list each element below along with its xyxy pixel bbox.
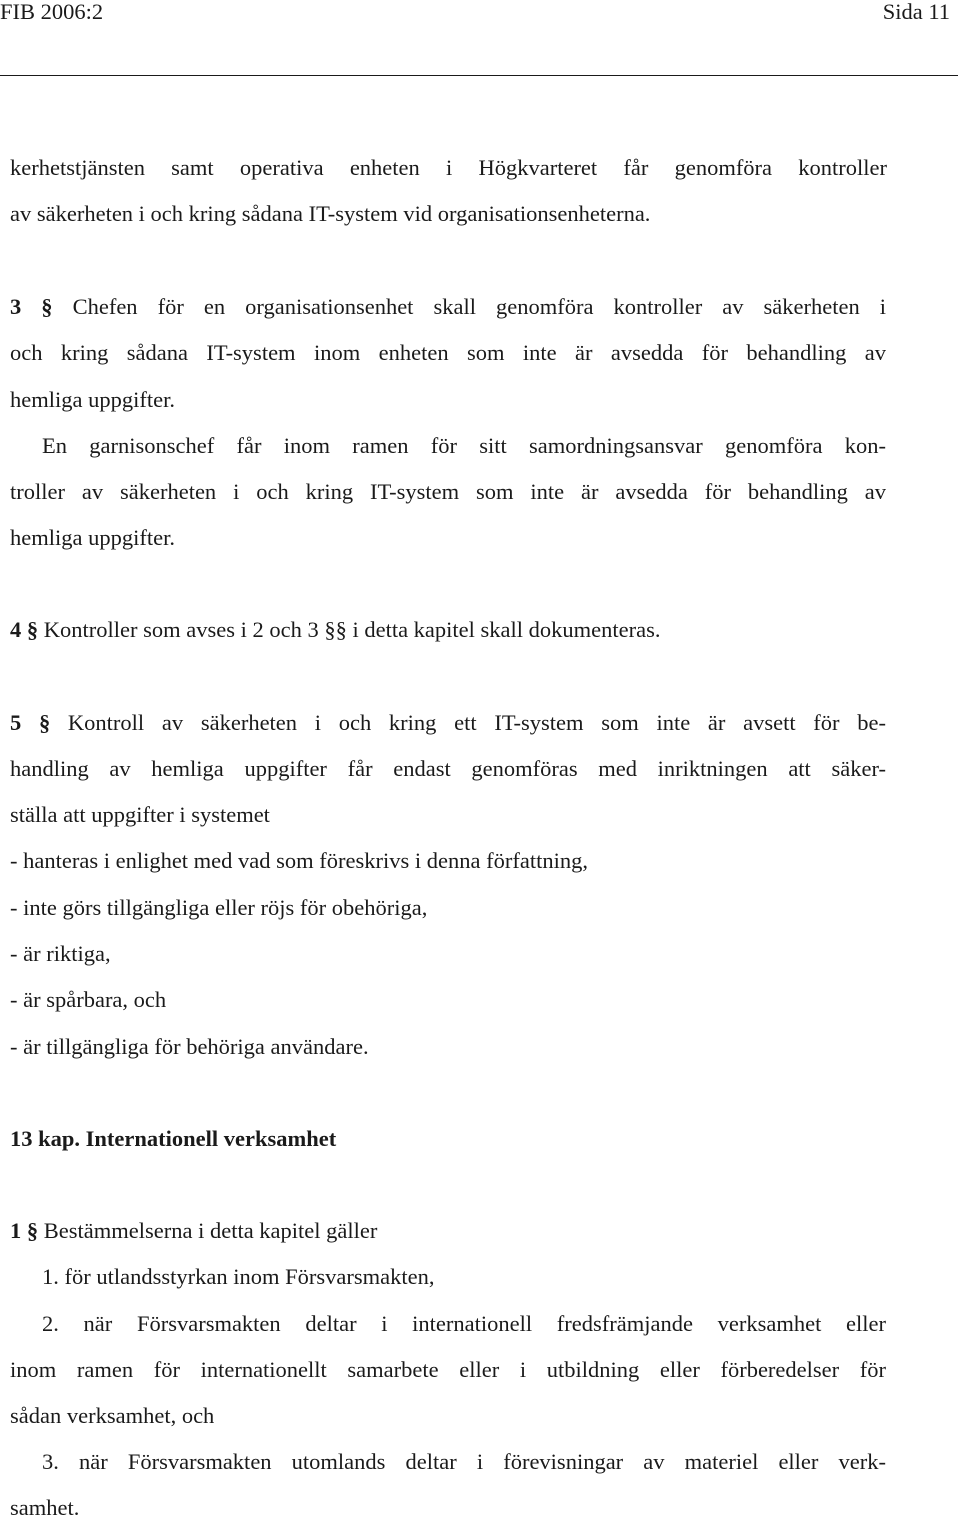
section-3-line xyxy=(10,292,886,322)
text-line: av säkerheten i och kring sådana IT-system vid organisationsenheterna. xyxy=(10,201,651,226)
document-id: FIB 2006:2 xyxy=(0,0,104,24)
text-span: Bestämmelserna i detta kapitel gäller xyxy=(38,1218,378,1243)
section-sign: § xyxy=(26,1218,39,1243)
text-line: sådan verksamhet, och xyxy=(10,1403,215,1428)
text-line: En garnisonschef får inom ramen för sitt samordningsansvar genomföra kon- xyxy=(42,433,886,458)
list-item: 3. när Försvarsmakten utomlands deltar i förevisningar av materiel eller verk- xyxy=(42,1449,886,1474)
header-rule xyxy=(0,75,958,76)
text-line: och kring sådana IT-system inom enheten som inte är avsedda för behandling av xyxy=(10,340,886,365)
page-header xyxy=(0,0,960,32)
text-span: Chefen för en organisationsenhet skall genomföra kontroller av säkerheten i xyxy=(52,294,887,319)
list-item: 1. för utlandsstyrkan inom Försvarsmakten, xyxy=(42,1264,435,1289)
list-item: 2. när Försvarsmakten deltar i internationell fredsfrämjande verksamhet eller xyxy=(42,1311,886,1336)
text-span: Kontroller som avses i 2 och 3 §§ i detta kapitel skall dokumenteras. xyxy=(38,617,661,642)
list-item: - inte görs tillgängliga eller röjs för obehöriga, xyxy=(10,895,428,920)
text-line: hemliga uppgifter. xyxy=(10,525,175,550)
list-item: - hanteras i enlighet med vad som föreskrivs i denna författning, xyxy=(10,848,588,873)
text-line: samhet. xyxy=(10,1495,80,1520)
text-line: inom ramen för internationellt samarbete eller i utbildning eller förberedelser för xyxy=(10,1357,886,1382)
chapter-heading-text: 13 kap. Internationell verksamhet xyxy=(10,1126,337,1151)
section-sign: § xyxy=(26,617,39,642)
section-number: 1 xyxy=(10,1218,22,1243)
section-sign: § xyxy=(41,294,53,319)
text-span: Kontroll av säkerheten i och kring ett IT-system som inte är avsett för be- xyxy=(50,710,886,735)
text-line: handling av hemliga uppgifter får endast genomföras med inriktningen att säker- xyxy=(10,756,886,781)
section-4-line xyxy=(10,615,661,645)
section-number: 3 xyxy=(10,294,22,319)
page-number: Sida 11 xyxy=(882,0,950,24)
section-number: 5 xyxy=(10,710,22,735)
section-5-line xyxy=(10,708,886,738)
text-line: kerhetstjänsten samt operativa enheten i Högkvarteret får genomföra kontroller xyxy=(10,155,887,180)
text-line: troller av säkerheten i och kring IT-system som inte är avsedda för behandling av xyxy=(10,479,886,504)
section-number: 4 xyxy=(10,617,22,642)
chapter-heading xyxy=(10,1124,336,1154)
text-line: ställa att uppgifter i systemet xyxy=(10,802,270,827)
list-item: - är spårbara, och xyxy=(10,987,167,1012)
list-item: - är tillgängliga för behöriga användare. xyxy=(10,1034,369,1059)
list-item: - är riktiga, xyxy=(10,941,111,966)
text-line: hemliga uppgifter. xyxy=(10,387,175,412)
section-1-line xyxy=(10,1216,377,1246)
section-sign: § xyxy=(38,710,51,735)
